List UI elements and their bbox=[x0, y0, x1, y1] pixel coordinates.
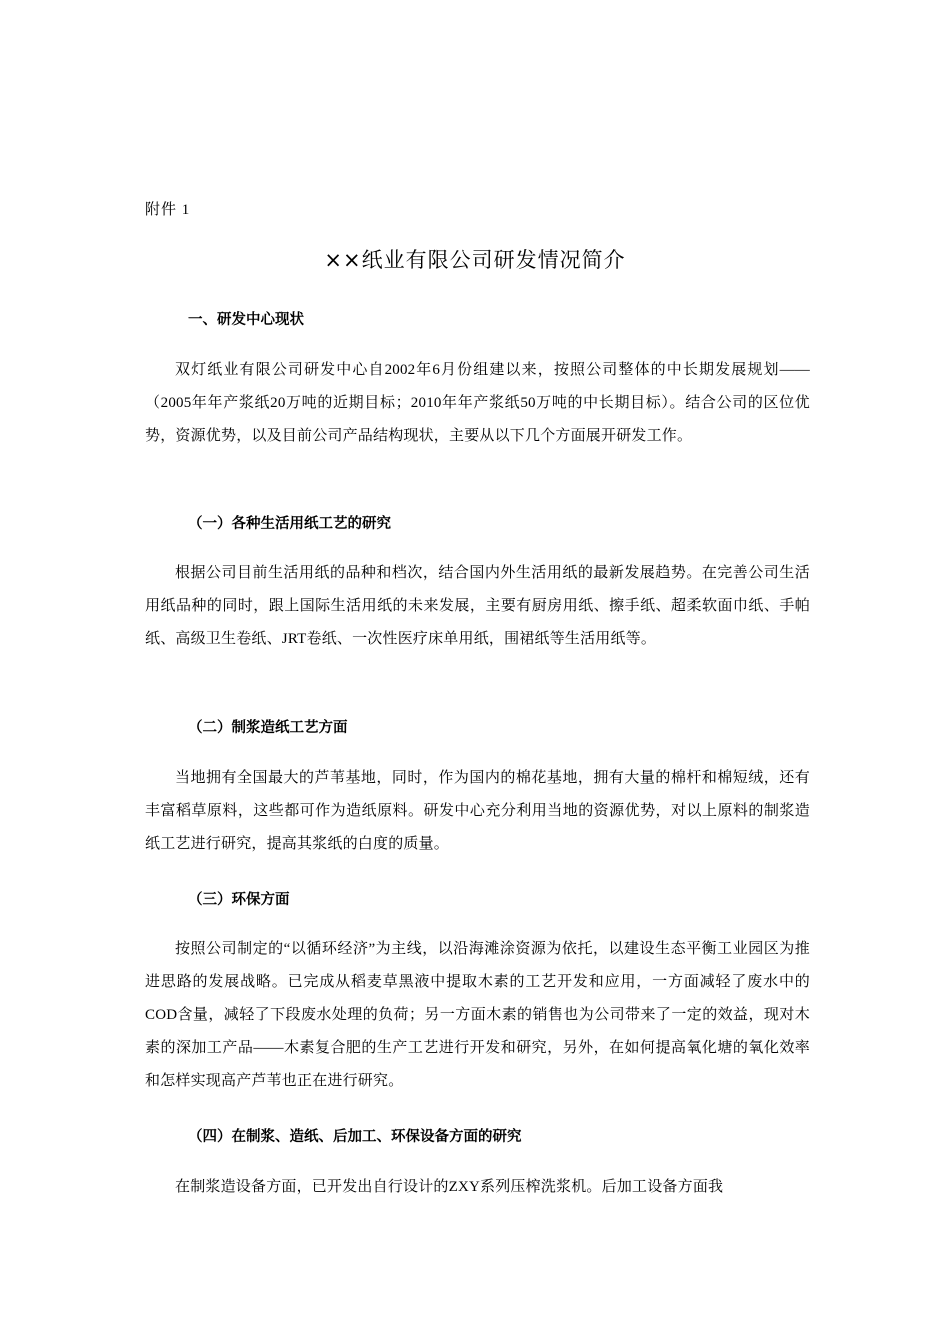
section-paragraph: 根据公司目前生活用纸的品种和档次，结合国内外生活用纸的最新发展趋势。在完善公司生活用纸品种的同时，跟上国际生活用纸的未来发展，主要有厨房用纸、擦手纸、超柔软面巾纸、手帕纸、高级卫生卷纸、JRT卷纸、一次性医疗床单用纸，围裙纸等生活用纸等。 bbox=[145, 565, 810, 647]
section-heading: 一、研发中心现状 bbox=[188, 312, 304, 328]
section-paragraph: 按照公司制定的“以循环经济”为主线，以沿海滩涂资源为依托，以建设生态平衡工业园区为推进思路的发展战略。已完成从稻麦草黑液中提取木素的工艺开发和应用，一方面减轻了废水中的COD含量，减轻了下段废水处理的负荷；另一方面木素的销售也为公司带来了一定的效益，现对木素的深加工产品——木素复合肥的生产工艺进行开发和研究，另外，在如何提高氧化塘的氧化效率和怎样实现高产芦苇也正在进行研究。 bbox=[145, 941, 810, 1089]
section-paragraph: 当地拥有全国最大的芦苇基地，同时，作为国内的棉花基地，拥有大量的棉杆和棉短绒，还有丰富稻草原料，这些都可作为造纸原料。研发中心充分利用当地的资源优势，对以上原料的制浆造纸工艺进行研究，提高其浆纸的白度的质量。 bbox=[145, 770, 810, 852]
attachment-label: 附件 1 bbox=[145, 202, 191, 218]
section-paragraph: 在制浆造设备方面，已开发出自行设计的ZXY系列压榨洗浆机。后加工设备方面我 bbox=[175, 1179, 724, 1195]
section-heading: （四）在制浆、造纸、后加工、环保设备方面的研究 bbox=[188, 1129, 522, 1145]
section-heading: （三）环保方面 bbox=[188, 892, 290, 908]
document-title: ××纸业有限公司研发情况简介 bbox=[324, 248, 626, 272]
section-paragraph: 双灯纸业有限公司研发中心自2002年6月份组建以来，按照公司整体的中长期发展规划——（2005年年产浆纸20万吨的近期目标；2010年年产浆纸50万吨的中长期目标）。结合公司的区位优势，资源优势，以及目前公司产品结构现状，主要从以下几个方面展开研发工作。 bbox=[145, 362, 810, 444]
section-heading: （一）各种生活用纸工艺的研究 bbox=[188, 516, 391, 532]
section-heading: （二）制浆造纸工艺方面 bbox=[188, 720, 348, 736]
